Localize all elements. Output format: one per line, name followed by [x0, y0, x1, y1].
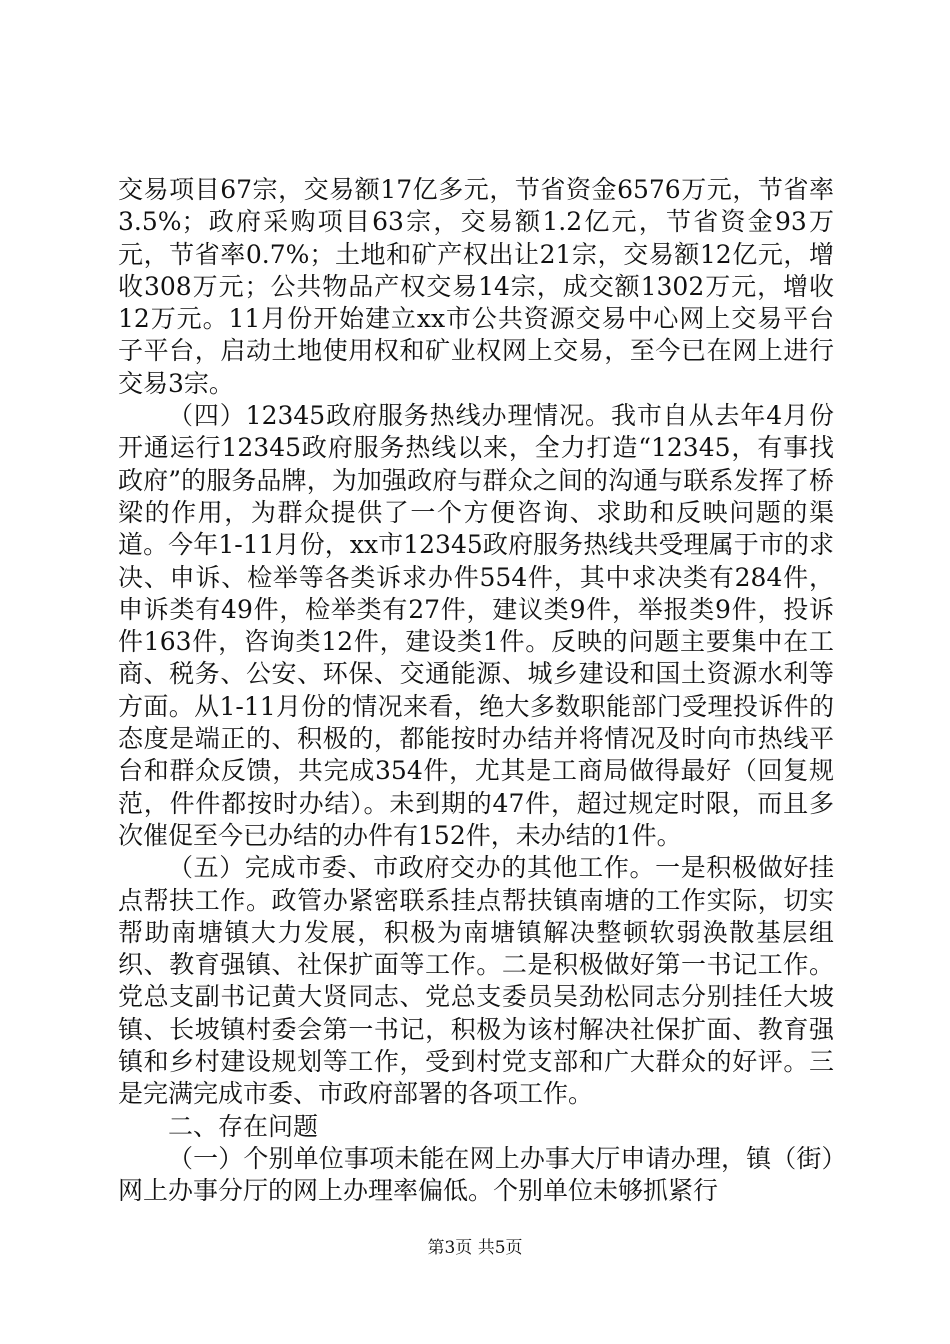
section-heading-problems: 二、存在问题: [168, 1111, 319, 1141]
paragraph-hotline: （四）12345政府服务热线办理情况。我市自从去年4月份开通运行12345政府服务热线以来，全力打造“12345，有事找政府”的服务品牌，为加强政府与群众之间的沟通与联系发挥了桥梁的作用，为群众提供了一个方便咨询、求助和反映问题的渠道。今年1-11月份，xx市12345政府服务热线共受理属于市的求决、申诉、检举等各类诉求办件554件，其中求决类有284件，申诉类有49件，检举类有27件，建议类9件，举报类9件，投诉件163件，咨询类12件，建设类1件。反映的问题主要集中在工商、税务、公安、环保、交通能源、城乡建设和国土资源水利等方面。从1-11月份的情况来看，绝大多数职能部门受理投诉件的态度是端正的、积极的，都能按时办结并将情况及时向市热线平台和群众反馈，共完成354件，尤其是工商局做得最好（回复规范，件件都按时办结）。未到期的47件，超过规定时限，而且多次催促至今已办结的办件有152件，未办结的1件。: [118, 401, 834, 850]
page-footer: 第3页 共5页: [427, 1238, 523, 1258]
paragraph-problem-1: （一）个别单位事项未能在网上办事大厅申请办理，镇（街）网上办事分厅的网上办理率偏低。个别单位未够抓紧行: [118, 1143, 834, 1206]
document-body: [118, 174, 834, 1208]
paragraph-transactions: 交易项目67宗，交易额17亿多元，节省资金6576万元，节省率3.5%；政府采购项目63宗，交易额1.2亿元，节省资金93万元，节省率0.7%；土地和矿产权出让21宗，交易额12亿元，增收308万元；公共物品产权交易14宗，成交额1302万元，增收12万元。11月份开始建立xx市公共资源交易中心网上交易平台子平台，启动土地使用权和矿业权网上交易，至今已在网上进行交易3宗。: [118, 175, 834, 398]
paragraph-other-work: （五）完成市委、市政府交办的其他工作。一是积极做好挂点帮扶工作。政管办紧密联系挂点帮扶镇南塘的工作实际，切实帮助南塘镇大力发展，积极为南塘镇解决整顿软弱涣散基层组织、教育强镇、社保扩面等工作。二是积极做好第一书记工作。党总支副书记黄大贤同志、党总支委员吴劲松同志分别挂任大坡镇、长坡镇村委会第一书记，积极为该村解决社保扩面、教育强镇和乡村建设规划等工作，受到村党支部和广大群众的好评。三是完满完成市委、市政府部署的各项工作。: [118, 853, 834, 1109]
